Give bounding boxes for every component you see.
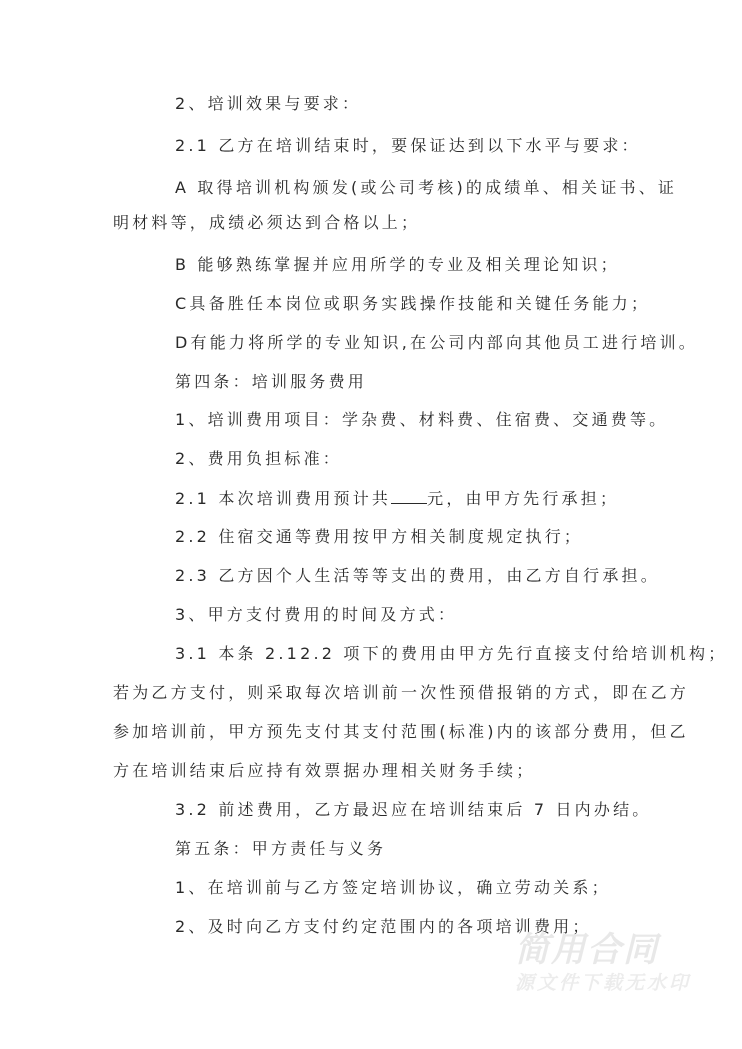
clause-fee-2-1 [175, 488, 695, 509]
requirement-a-continued: 明材料等，成绩必须达到合格以上； [113, 213, 421, 232]
clause-fee-2-1-before: 2.1 本次培训费用预计共 [175, 489, 392, 508]
clause-2-1: 2.1 乙方在培训结束时，要保证达到以下水平与要求： [175, 136, 641, 155]
requirement-c: C具备胜任本岗位或职务实践操作技能和关键任务能力； [175, 294, 651, 313]
watermark-title: 简用合同 [515, 930, 659, 970]
clause-payment-3-2: 3.2 前述费用，乙方最迟应在培训结束后 7 日内办结。 [175, 800, 652, 819]
fee-items: 1、培训费用项目：学杂费、材料费、住宿费、交通费等。 [175, 410, 669, 429]
clause-fee-2-1-after: 元，由甲方先行承担； [427, 489, 620, 508]
section-heading-training-effect: 2、培训效果与要求： [175, 94, 362, 113]
clause-payment-3-1-cont-2: 参加培训前，甲方预先支付其支付范围(标准)内的该部分费用，但乙 [113, 722, 689, 741]
party-a-duty-2: 2、及时向乙方支付约定范围内的各项培训费用； [175, 917, 592, 936]
fee-standard-heading: 2、费用负担标准： [175, 449, 342, 468]
clause-fee-2-3: 2.3 乙方因个人生活等等支出的费用，由乙方自行承担。 [175, 566, 660, 585]
amount-blank-field[interactable] [391, 488, 427, 504]
requirement-d: D有能力将所学的专业知识,在公司内部向其他员工进行培训。 [175, 333, 699, 352]
clause-fee-2-2: 2.2 住宿交通等费用按甲方相关制度规定执行； [175, 527, 584, 546]
payment-method-heading: 3、甲方支付费用的时间及方式： [175, 605, 458, 624]
requirement-a: A 取得培训机构颁发(或公司考核)的成绩单、相关证书、证 [175, 178, 678, 197]
article-5-heading: 第五条：甲方责任与义务 [175, 839, 387, 858]
article-4-heading: 第四条：培训服务费用 [175, 372, 368, 391]
clause-payment-3-1-cont-1: 若为乙方支付，则采取每次培训前一次性预借报销的方式，即在乙方 [113, 683, 690, 702]
requirement-b: B 能够熟练掌握并应用所学的专业及相关理论知识； [175, 255, 620, 274]
clause-payment-3-1: 3.1 本条 2.12.2 项下的费用由甲方先行直接支付给培训机构； [175, 644, 728, 663]
party-a-duty-1: 1、在培训前与乙方签定培训协议，确立劳动关系； [175, 878, 611, 897]
clause-payment-3-1-cont-3: 方在培训结束后应持有效票据办理相关财务手续； [113, 761, 536, 780]
watermark-subtitle: 源文件下载无水印 [515, 972, 692, 994]
